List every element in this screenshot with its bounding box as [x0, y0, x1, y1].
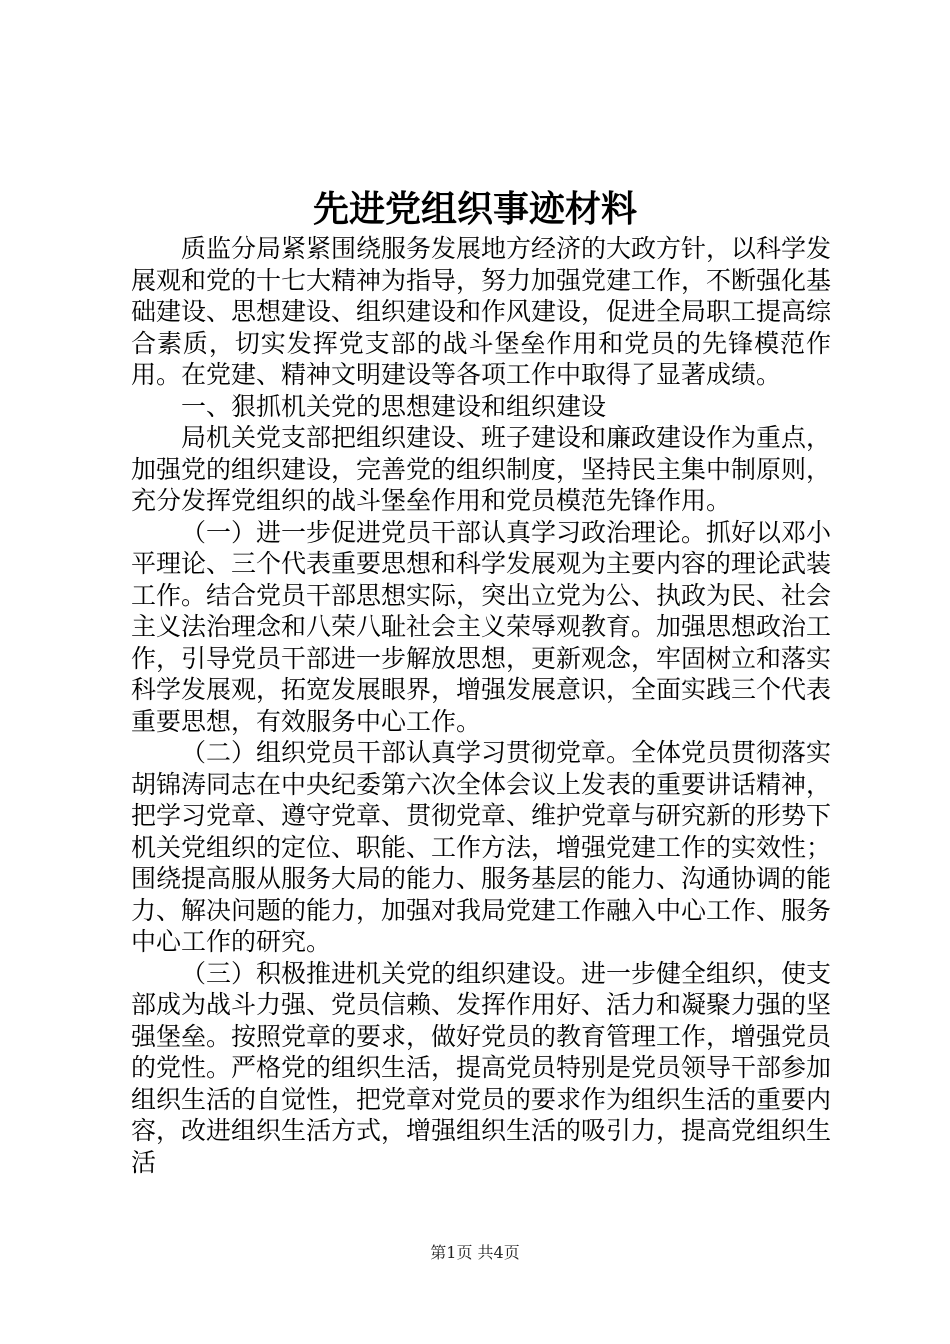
- paragraph-section-overview: 局机关党支部把组织建设、班子建设和廉政建设作为重点，加强党的组织建设，完善党的组织制度，坚持民主集中制原则，充分发挥党组织的战斗堡垒作用和党员模范先锋作用。: [131, 423, 832, 515]
- paragraph-intro: 质监分局紧紧围绕服务发展地方经济的大政方针，以科学发展观和党的十七大精神为指导，努力加强党建工作，不断强化基础建设、思想建设、组织建设和作风建设，促进全局职工提高综合素质，切实发挥党支部的战斗堡垒作用和党员的先锋模范作用。在党建、精神文明建设等各项工作中取得了显著成绩。: [131, 234, 832, 389]
- paragraph-item-3: （三）积极推进机关党的组织建设。进一步健全组织，使支部成为战斗力强、党员信赖、发挥作用好、活力和凝聚力强的坚强堡垒。按照党章的要求，做好党员的教育管理工作，增强党员的党性。严格党的组织生活，提高党员特别是党员领导干部参加组织生活的自觉性，把党章对党员的要求作为组织生活的重要内容，改进组织生活方式，增强组织生活的吸引力，提高党组织生活: [131, 958, 832, 1177]
- paragraph-item-2: （二）组织党员干部认真学习贯彻党章。全体党员贯彻落实胡锦涛同志在中央纪委第六次全体会议上发表的重要讲话精神，把学习党章、遵守党章、贯彻党章、维护党章与研究新的形势下机关党组织的定位、职能、工作方法，增强党建工作的实效性；围绕提高服从服务大局的能力、服务基层的能力、沟通协调的能力、解决问题的能力，加强对我局党建工作融入中心工作、服务中心工作的研究。: [131, 738, 832, 956]
- paragraph-item-1: （一）进一步促进党员干部认真学习政治理论。抓好以邓小平理论、三个代表重要思想和科学发展观为主要内容的理论武装工作。结合党员干部思想实际，突出立党为公、执政为民、社会主义法治理念和八荣八耻社会主义荣辱观教育。加强思想政治工作，引导党员干部进一步解放思想，更新观念，牢固树立和落实科学发展观，拓宽发展眼界，增强发展意识，全面实践三个代表重要思想，有效服务中心工作。: [131, 517, 832, 736]
- page-footer: 第1页 共4页: [430, 1243, 520, 1262]
- document-body: [131, 233, 831, 1178]
- section-heading: 一、狠抓机关党的思想建设和组织建设: [181, 391, 607, 421]
- document-title: 先进党组织事迹材料: [312, 188, 637, 230]
